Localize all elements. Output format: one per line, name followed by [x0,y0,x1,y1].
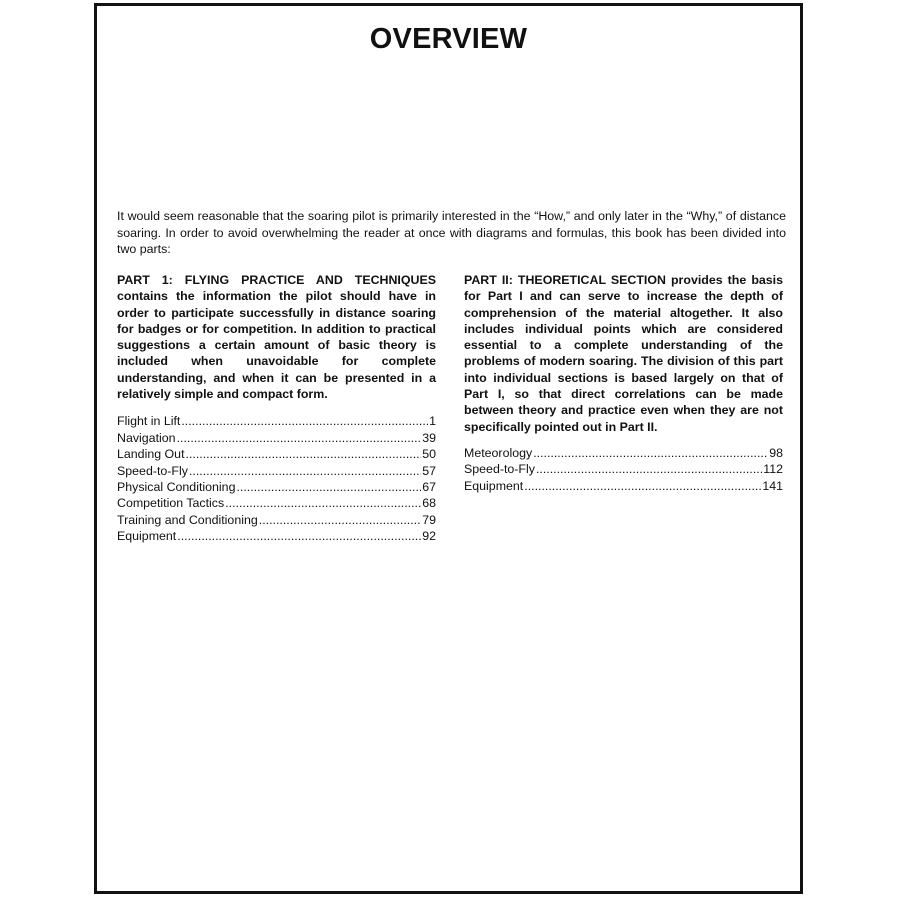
toc-leader-dots [533,445,768,461]
toc-leader-dots [236,479,421,495]
toc-leader-dots [524,478,761,494]
toc-entry-page: 50 [422,447,436,462]
page-frame [94,3,803,894]
toc-entry-title: Competition Tactics [117,496,225,511]
part-2-toc [464,445,783,494]
toc-entry-title: Meteorology [464,445,533,460]
toc-entry-title: Physical Conditioning [117,480,236,494]
toc-entry[interactable] [464,461,783,477]
intro-paragraph: It would seem reasonable that the soaring pilot is primarily interested in the “How,” and only later in the “Why,” of distance soaring. In order to avoid overwhelming the reader at once with diagrams and formulas, this book has been divided into two parts: [117,209,786,256]
toc-entry-title: Speed-to-Fly [117,463,188,478]
toc-entry[interactable] [117,430,436,446]
toc-leader-dots [177,430,422,446]
toc-leader-dots [536,461,762,477]
toc-entry[interactable] [464,478,783,494]
part-1-body: contains the information the pilot should have in order to participate successfully in distance soaring for badges or for competition. In addition to practical suggestions a certain amount of basic theory is included when unavoidable for complete understanding, and when it can be presented in a relatively simple and compact form. [117,289,436,402]
part-2-heading: PART II: THEORETICAL SECTION [464,273,666,287]
toc-entry-page: 67 [422,480,436,494]
toc-leader-dots [225,495,421,511]
toc-entry[interactable] [464,445,783,461]
part-2-description [464,272,783,435]
toc-entry-title: Navigation [117,430,176,445]
toc-leader-dots [181,413,428,429]
toc-entry-page: 112 [763,462,783,477]
toc-entry-page: 92 [422,529,436,544]
toc-entry[interactable] [117,512,436,528]
part-1-column [117,272,436,545]
toc-entry-title: Flight in Lift [117,414,181,429]
toc-entry-page: 79 [422,512,436,527]
toc-entry-page: 141 [762,478,783,493]
toc-leader-dots [259,512,421,528]
toc-entry[interactable] [117,528,436,544]
toc-entry-page: 68 [422,496,436,511]
toc-leader-dots [177,528,421,544]
toc-entry-title: Speed-to-Fly [464,462,535,477]
part-1-heading: PART 1: FLYING PRACTICE AND TECHNIQUES [117,273,436,287]
toc-entry-page: 98 [769,445,783,460]
toc-entry[interactable] [117,463,436,479]
toc-entry-page: 39 [422,430,436,445]
toc-leader-dots [186,446,422,462]
toc-entry-title: Training and Conditioning [117,512,258,527]
page-title: OVERVIEW [369,23,528,55]
part-1-description [117,272,436,402]
part-1-toc [117,413,436,544]
toc-entry[interactable] [117,413,436,429]
toc-entry-title: Equipment [117,529,177,544]
toc-entry[interactable] [117,446,436,462]
toc-entry-page: 1 [429,414,436,429]
toc-entry[interactable] [117,479,436,495]
part-2-column [464,272,783,494]
toc-entry[interactable] [117,495,436,511]
toc-leader-dots [189,463,421,479]
toc-entry-title: Landing Out [117,447,185,462]
toc-entry-title: Equipment [464,478,524,493]
toc-entry-page: 57 [422,463,436,478]
part-2-body: provides the basis for Part I and can serve to increase the depth of comprehension of the material altogether. It also includes individual points which are considered essential to a complete understanding of the problems of modern soaring. The division of this part into individual sections is based largely on that of Part I, so that direct correlations can be made between theory and practice even when they are not specifically pointed out in Part II. [464,273,783,434]
